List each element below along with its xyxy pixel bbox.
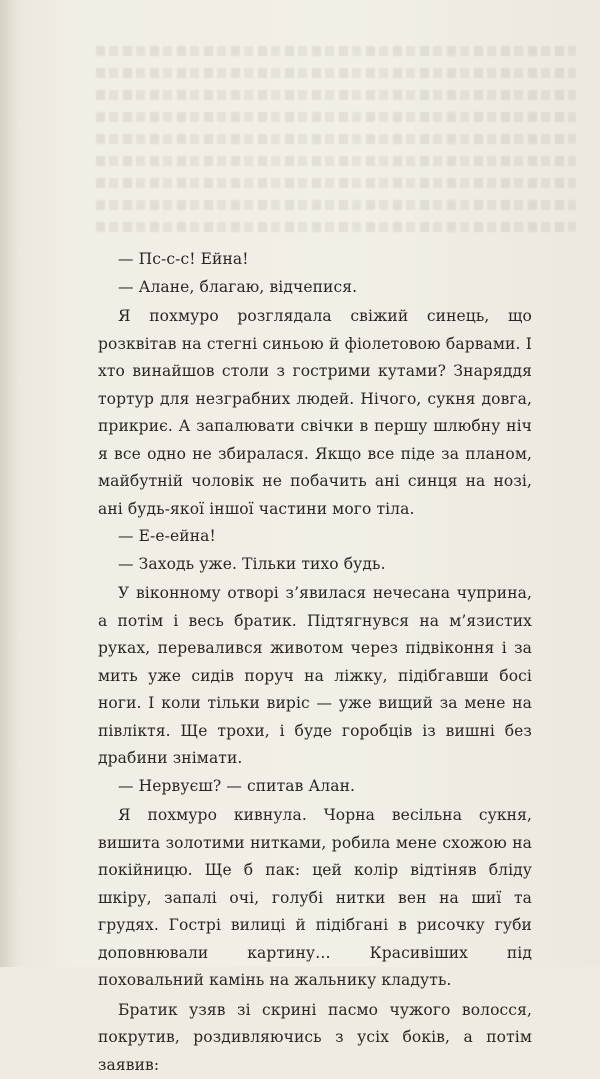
show-through-text xyxy=(96,40,576,238)
paragraph: — Алане, благаю, відчепися. xyxy=(98,274,532,302)
paragraph: — Е-е-ейна! xyxy=(98,523,532,551)
paragraph: У віконному отворі з’явилася нечесана чуприна, а потім і весь братик. Підтягнувся на м’язистих руках, перевалився животом через підвіконня і за мить уже сидів поруч на ліжку, підібгавши босі ноги. І коли тільки виріс — уже вищий за мене на півліктя. Ще трохи, і буде горобців із вишні без драбини знімати. xyxy=(98,580,532,773)
paragraph: Братик узяв зі скрині пасмо чужого волосся, покрутив, роздивляючись з усіх боків, а потім заявив: xyxy=(98,997,532,1079)
page-text xyxy=(98,246,532,1079)
page-spine-shadow xyxy=(0,0,18,967)
paragraph: Я похмуро кивнула. Чорна весільна сукня, вишита золотими нитками, робила мене схожою на покійницю. Ще б пак: цей колір відтіняв бліду шкіру, запалі очі, голубі нитки вен на шиї та грудях. Гострі вилиці й підібгані в рисочку губи доповнювали картину… Красивіших під поховальний камінь на жальнику кладуть. xyxy=(98,802,532,995)
paragraph: — Пс-с-с! Ейна! xyxy=(98,246,532,274)
paragraph: — Заходь уже. Тільки тихо будь. xyxy=(98,551,532,579)
paragraph: Я похмуро розглядала свіжий синець, що розквітав на стегні синьою й фіолетовою барвами. І хто винайшов столи з гострими кутами? Знаряддя тортур для незграбних людей. Нічого, сукня довга, прикриє. А запалювати свічки в першу шлюбну ніч я все одно не збиралася. Якщо все піде за планом, майбутній чоловік не побачить ані синця на нозі, ані будь-якої іншої частини мого тіла. xyxy=(98,303,532,523)
paragraph: — Нервуєш? — спитав Алан. xyxy=(98,773,532,801)
